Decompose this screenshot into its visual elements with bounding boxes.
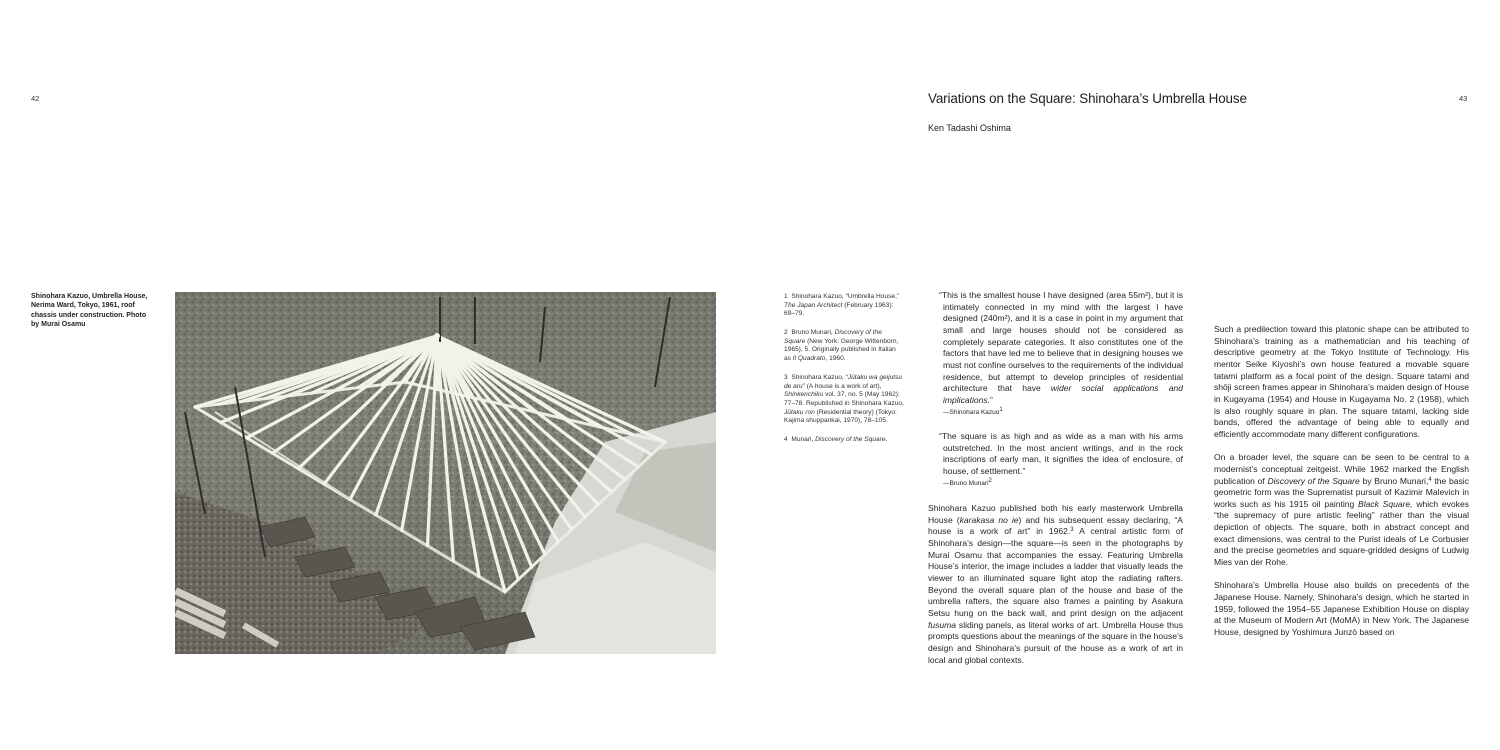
footnote: 2 Bruno Munari, Discovery of the Square (New York: George Wittenborn, 1965), 5. Originally published in Italian as Il Quadrato, 1960. xyxy=(784,329,899,363)
body-paragraph: On a broader level, the square can be seen to be central to a modernist’s conceptual zeitgeist. While 1962 marked the English publication of Discovery of the Square by Bruno Munari,$^4$ the basic geometric form was the Suprematist pursuit of Kazimir Malevich in works such as his 1915 oil painting Black Square, which evokes “the supremacy of pure artistic feeling” rather than the visual depiction of objects. The square, both in abstract concept and exact dimensions, was central to the Purist ideals of Le Corbusier and the precise geometries and square-gridded designs of Ludwig Mies van der Rohe. xyxy=(1214,452,1469,568)
umbrella-house-photo xyxy=(175,292,716,654)
page-number-left: 42 xyxy=(31,94,40,103)
roof-apex xyxy=(434,333,440,339)
footnote: 4 Munari, Discovery of the Square. xyxy=(784,436,888,444)
roof-rafters-image xyxy=(175,292,716,654)
article-author: Ken Tadashi Oshima xyxy=(928,123,1011,133)
footnote: 3 Shinohara Kazuo, “Jūtaku wa geijutsu de aru” (A house is a work of art), Shinkenchiku vol. 37, no. 5 (May 1962): 77–78. Republished in Shinohara Kazuo, Jūtaku ron (Residential theory) (Tokyo: Kajima shuppankai, 1970), 78–105. xyxy=(784,374,904,425)
quote-attribution: —Shinohara Kazuo$^1$ xyxy=(943,406,1003,416)
quote-attribution: —Bruno Munari$^2$ xyxy=(943,477,992,487)
body-paragraph: Shinohara’s Umbrella House also builds on precedents of the Japanese House. Namely, Shinohara’s design, which he started in 1959, followed the 1954–55 Japanese Exhibition House on display at the Museum of Modern Art (MoMA) in New York. The Japanese House, designed by Yoshimura Junzō based on xyxy=(1214,580,1469,638)
epigraph-quote-munari: “The square is as high and as wide as a man with his arms outstretched. In the most ancient writings, and in the rock inscriptions of early man, it signifies the idea of enclosure, of house, of settlement.” —Bruno Munari$^2$ xyxy=(939,431,1183,487)
footnotes xyxy=(784,293,904,455)
article-title: Variations on the Square: Shinohara’s Umbrella House xyxy=(928,91,1247,106)
epigraph-quote-shinohara: “This is the smallest house I have designed (area 55m²), but it is intimately connected in my mind with the largest I have designed (240m²), and it is a case in point in my argument that small and large houses should not be considered as completely separate categories. It also constitutes one of the factors that have led me to believe that in designing houses we must not confine ourselves to the requirements of the individual residence, but attempt to develop principles of residential architecture that have wider social applications and implications.” —Shinohara Kazuo$^1$ xyxy=(939,290,1183,416)
page-number-right: 43 xyxy=(1459,94,1468,103)
rafter xyxy=(437,336,438,390)
footnote: 1 Shinohara Kazuo, “Umbrella House,” The Japan Architect (February 1963): 69–79. xyxy=(784,293,900,318)
body-paragraph: Such a predilection toward this platonic shape can be attributed to Shinohara’s training as a mathematician and his teaching of descriptive geometry at the Tokyo Institute of Technology. His mentor Seike Kiyoshi’s own house featured a movable square tatami platform as a focal point of the design. Square tatami and shōji screen frames appear in Shinohara’s maiden design of House in Kugayama (1954) and House in Kugayama No. 2 (1958), which is also roughly square in plan. The square tatami, lacking side bands, offered the advantage of being able to equally and efficiently accommodate many different configurations. xyxy=(1214,324,1469,439)
body-paragraph: Shinohara Kazuo published both his early masterwork Umbrella House (karakasa no ie) and his subsequent essay declaring, “A house is a work of art” in 1962.$^3$ A central artistic form of Shinohara’s design—the square—is seen in the photographs by Murai Osamu that accompanies the essay. Featuring Umbrella House’s interior, the image includes a ladder that visually leads the viewer to an illuminated square light atop the radiating rafters. Beyond the overall square plan of the house and base of the umbrella rafters, the square also frames a painting by Asakura Setsu hung on the back wall, and print design on the adjacent fusuma sliding panels, as literal works of art. Umbrella House thus prompts questions about the meanings of the square in the house’s design and Shinohara’s pursuit of the house as a work of art in local and global contexts. xyxy=(928,503,1183,665)
body-column-2 xyxy=(1214,290,1469,639)
figure-caption: Shinohara Kazuo, Umbrella House, Nerima Ward, Tokyo, 1961, roof chassis under construction. Photo by Murai Osamu xyxy=(31,293,148,328)
body-column-1 xyxy=(928,503,1183,666)
